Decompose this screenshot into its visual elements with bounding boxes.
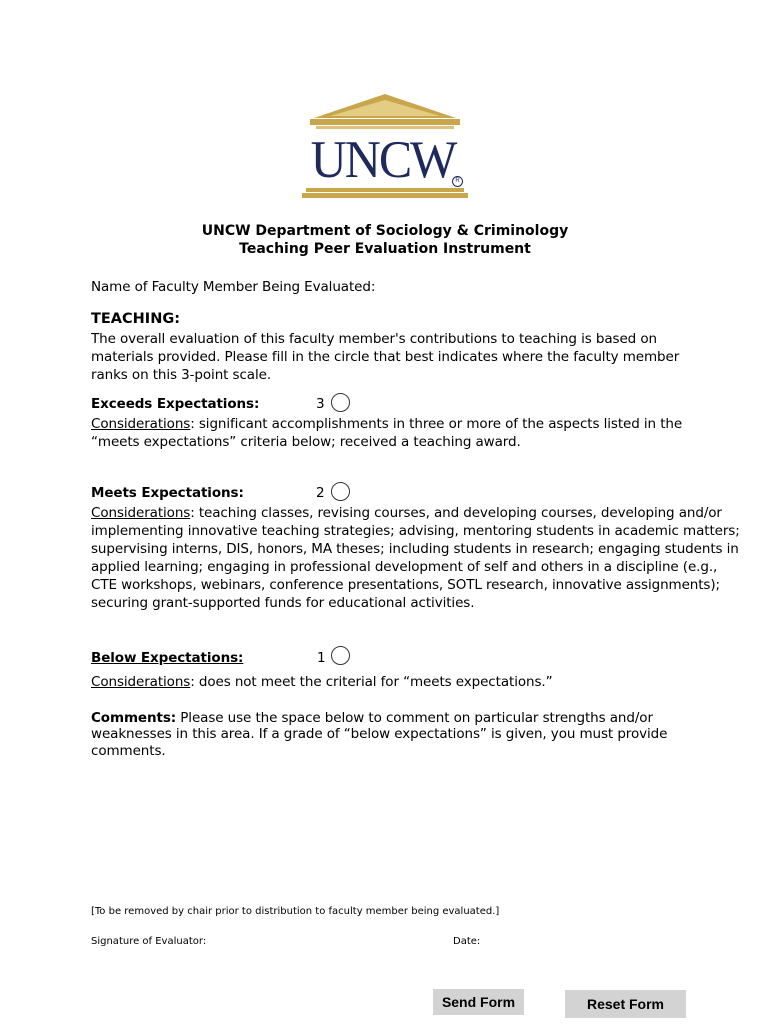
exceeds-label: Exceeds Expectations: [91, 396, 260, 412]
meets-line-1: : teaching classes, revising courses, and developing courses, developing and/or [190, 505, 722, 521]
meets-line-4: applied learning; engaging in professional development of self and others in a discipline (e.g., [91, 559, 718, 575]
considerations-label: Considerations [91, 416, 191, 432]
exceeds-line-2: “meets expectations” criteria below; received a teaching award. [91, 434, 521, 450]
below-label: Below Expectations: [91, 650, 244, 666]
chair-note: [To be removed by chair prior to distribution to faculty member being evaluated.] [91, 906, 500, 917]
registered-mark: R [452, 176, 463, 187]
below-radio[interactable] [331, 646, 350, 665]
meets-radio[interactable] [331, 482, 350, 501]
signature-label: Signature of Evaluator: [91, 936, 207, 947]
send-form-button[interactable]: Send Form [433, 989, 524, 1015]
faculty-name-label: Name of Faculty Member Being Evaluated: [91, 279, 376, 295]
meets-line-2: implementing innovative teaching strategies; advising, mentoring students in academic matters; [91, 523, 740, 539]
instrument-title: Teaching Peer Evaluation Instrument [239, 241, 531, 257]
teaching-intro-line-2: materials provided. Please fill in the circle that best indicates where the faculty member [91, 349, 680, 365]
comments-label: Comments: [91, 710, 177, 726]
meets-considerations [91, 504, 722, 522]
meets-label: Meets Expectations: [91, 485, 244, 501]
exceeds-radio[interactable] [331, 393, 350, 412]
date-label: Date: [453, 936, 481, 947]
considerations-label: Considerations [91, 505, 191, 521]
meets-score: 2 [316, 485, 325, 501]
logo-wordmark: UNCW [310, 129, 456, 189]
considerations-label: Considerations [91, 674, 191, 690]
exceeds-considerations [91, 415, 682, 433]
below-considerations [91, 673, 552, 691]
exceeds-score: 3 [316, 396, 325, 412]
teaching-intro-line-3: ranks on this 3-point scale. [91, 367, 272, 383]
reset-form-button[interactable]: Reset Form [565, 990, 686, 1018]
meets-line-6: securing grant-supported funds for educational activities. [91, 595, 475, 611]
meets-line-3: supervising interns, DIS, honors, MA theses; including students in research; engaging students in [91, 541, 739, 557]
uncw-logo [300, 92, 470, 206]
department-title: UNCW Department of Sociology & Criminology [201, 223, 569, 239]
comments-line-2: weaknesses in this area. If a grade of “below expectations” is given, you must provide [91, 726, 668, 742]
comments-text-1: Please use the space below to comment on particular strengths and/or [176, 710, 653, 726]
comments-line-3: comments. [91, 743, 166, 759]
below-score: 1 [317, 650, 326, 666]
teaching-intro-line-1: The overall evaluation of this faculty member's contributions to teaching is based on [91, 331, 657, 347]
meets-line-5: CTE workshops, webinars, conference presentations, SOTL research, innovative assignments); [91, 577, 720, 593]
teaching-heading: TEACHING: [91, 311, 181, 327]
exceeds-line-1: : significant accomplishments in three or more of the aspects listed in the [190, 416, 683, 432]
below-line-1: : does not meet the criterial for “meets expectations.” [190, 674, 553, 690]
comments-textarea[interactable] [88, 762, 692, 896]
